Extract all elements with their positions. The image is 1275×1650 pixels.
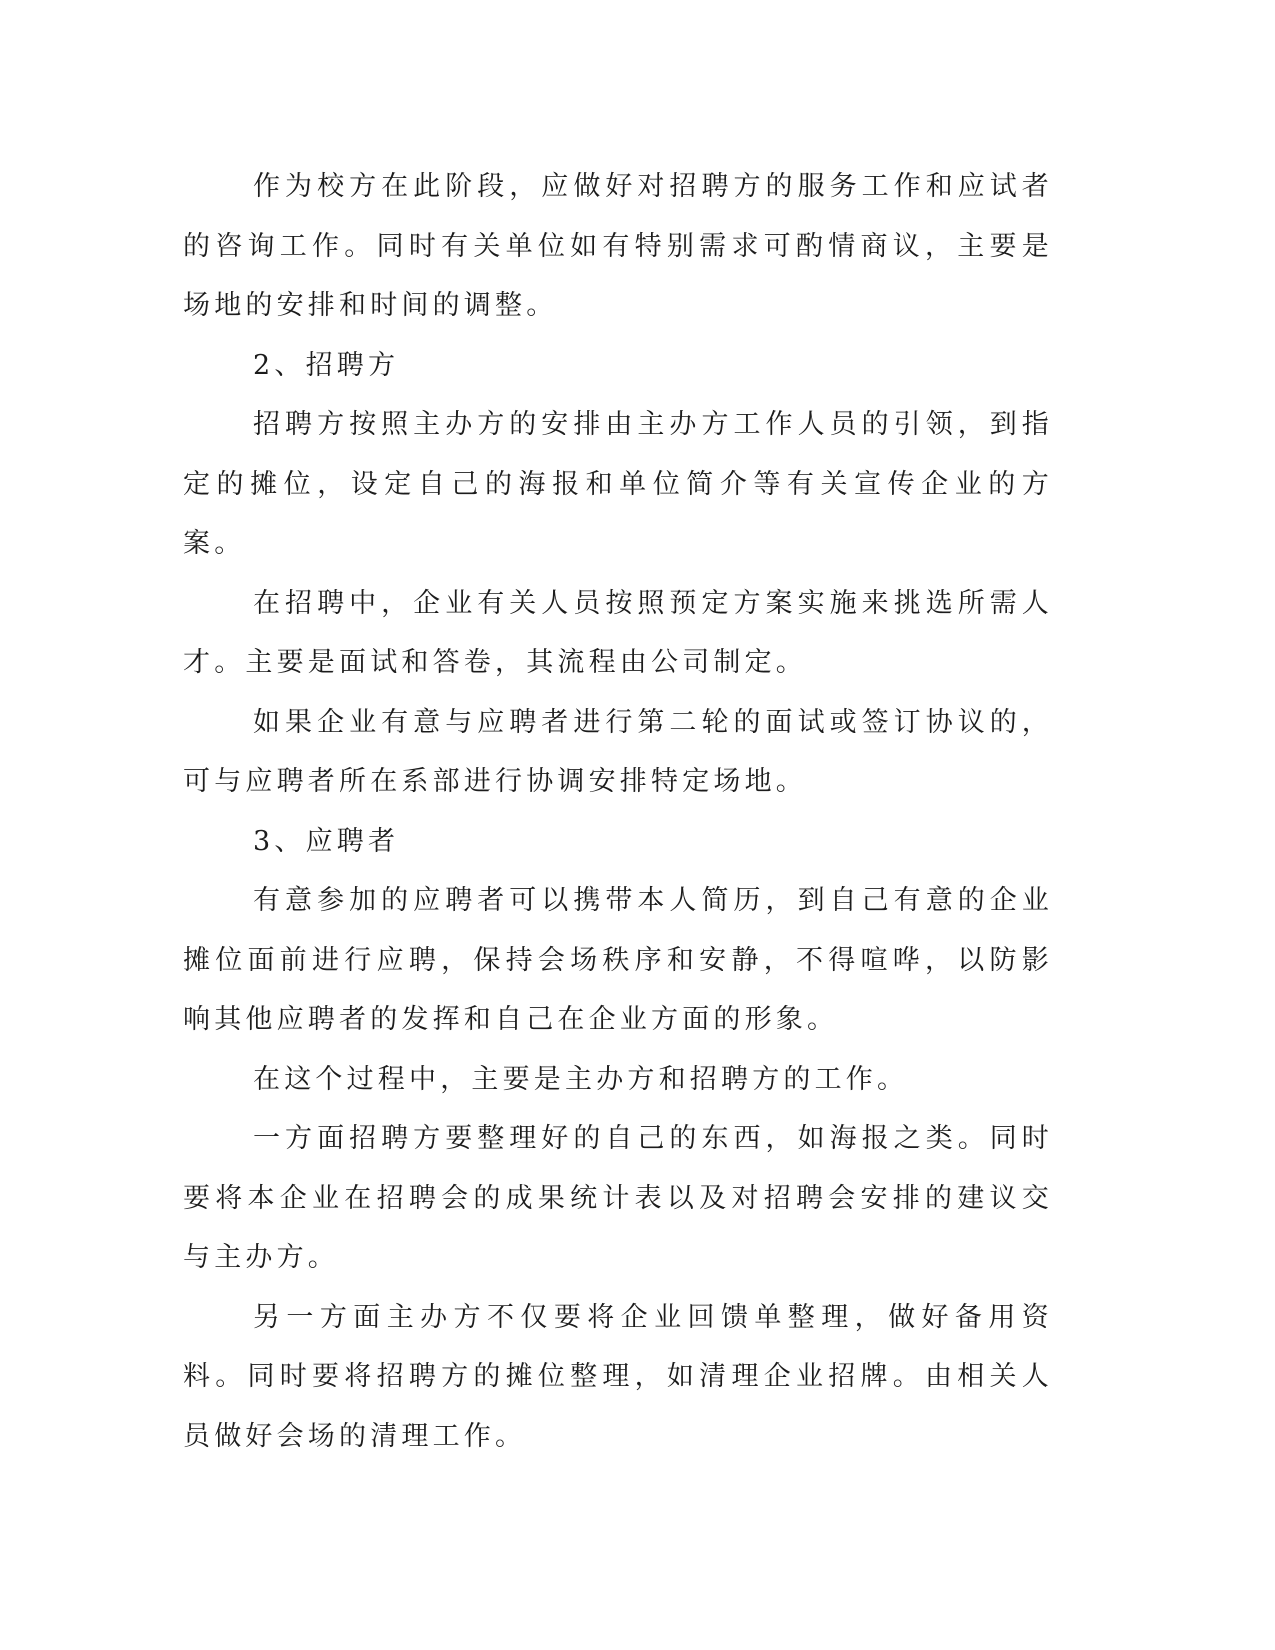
section-heading-applicant: 3、应聘者 bbox=[253, 825, 400, 857]
paragraph-applicant-conduct: 有意参加的应聘者可以携带本人简历，到自己有意的企业摊位面前进行应聘，保持会场秩序和安静，不得喧哗，以防影响其他应聘者的发挥和自己在企业方面的形象。 bbox=[183, 885, 1053, 1035]
paragraph-process-summary: 在这个过程中，主要是主办方和招聘方的工作。 bbox=[253, 1063, 909, 1095]
paragraph-second-round: 如果企业有意与应聘者进行第二轮的面试或签订协议的，可与应聘者所在系部进行协调安排特定场地。 bbox=[183, 706, 1053, 797]
paragraph-recruiter-booth: 招聘方按照主办方的安排由主办方工作人员的引领，到指定的摊位，设定自己的海报和单位简介等有关宣传企业的方案。 bbox=[183, 409, 1053, 559]
paragraph-organizer-wrapup: 另一方面主办方不仅要将企业回馈单整理，做好备用资料。同时要将招聘方的摊位整理，如清理企业招牌。由相关人员做好会场的清理工作。 bbox=[183, 1301, 1053, 1452]
paragraph-recruitment-process: 在招聘中，企业有关人员按照预定方案实施来挑选所需人才。主要是面试和答卷，其流程由公司制定。 bbox=[183, 587, 1053, 678]
paragraph-recruiter-wrapup: 一方面招聘方要整理好的自己的东西，如海报之类。同时要将本企业在招聘会的成果统计表以及对招聘会安排的建议交与主办方。 bbox=[183, 1123, 1053, 1273]
paragraph-school-role: 作为校方在此阶段，应做好对招聘方的服务工作和应试者的咨询工作。同时有关单位如有特别需求可酌情商议，主要是场地的安排和时间的调整。 bbox=[183, 171, 1053, 321]
document-body bbox=[183, 157, 1053, 1466]
section-heading-recruiter: 2、招聘方 bbox=[253, 349, 400, 381]
